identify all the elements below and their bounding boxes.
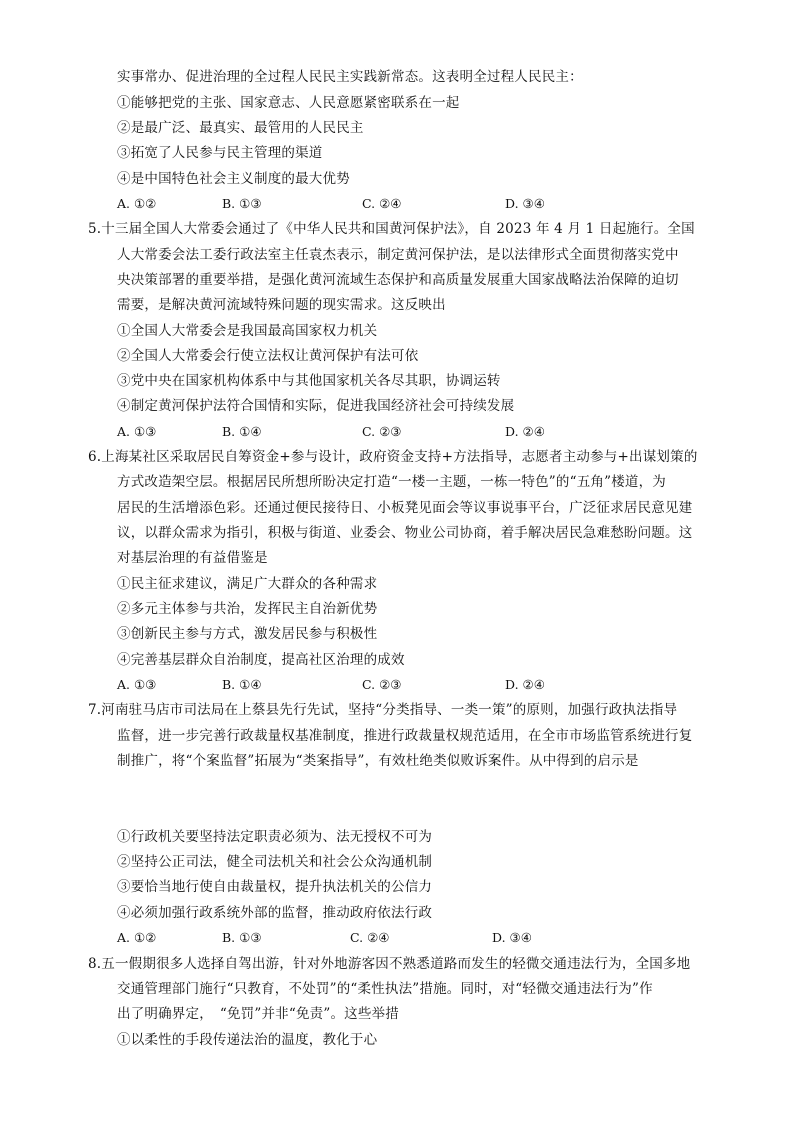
q6-item-4: ④完善基层群众自治制度，提高社区治理的成效 — [117, 652, 405, 668]
q4-item-1: ①能够把党的主张、国家意志、人民意愿紧密联系在一起 — [117, 95, 460, 111]
q6-option-a: A. ①③ — [117, 677, 157, 692]
q7-option-a: A. ①② — [117, 930, 157, 945]
q7-item-2: ②坚持公正司法，健全司法机关和社会公众沟通机制 — [117, 854, 433, 870]
q4-item-3: ③拓宽了人民参与民主管理的渠道 — [117, 145, 323, 161]
q5-stem-line-4: 需要，是解决黄河流域特殊问题的现实需求。这反映出 — [117, 297, 446, 313]
q5-item-3: ③党中央在国家机构体系中与其他国家机关各尽其职，协调运转 — [117, 373, 501, 389]
q6-item-2: ②多元主体参与共治，发挥民主自治新优势 — [117, 601, 378, 617]
q4-item-4: ④是中国特色社会主义制度的最大优势 — [117, 171, 350, 187]
q7-option-d: D. ③④ — [492, 930, 532, 945]
q8-stem-line-2: 交通管理部门施行“只教育，不处罚”的“柔性执法”措施。同时，对“轻微交通违法行为”作 — [117, 981, 653, 997]
q8-item-1: ①以柔性的手段传递法治的温度，教化于心 — [117, 1032, 378, 1048]
q7-item-4: ④必须加强行政系统外部的监督，推动政府依法行政 — [117, 905, 433, 921]
q7-option-b: B. ①③ — [222, 930, 262, 945]
q6-item-3: ③创新民主参与方式，激发居民参与积极性 — [117, 626, 378, 642]
q7-item-3: ③要恰当地行使自由裁量权，提升执法机关的公信力 — [117, 879, 433, 895]
q7-stem-line-1: 7.河南驻马店市司法局在上蔡县先行先试，坚持“分类指导、一类一策”的原则，加强行政执法指导 — [88, 702, 678, 718]
q4-item-2: ②是最广泛、最真实、最管用的人民民主 — [117, 120, 364, 136]
q6-stem-line-2: 方式改造架空层。根据居民所想所盼决定打造“一楼一主题，一栋一特色”的“五角”楼道，为 — [117, 474, 667, 490]
q5-option-d: D. ②④ — [505, 424, 545, 439]
q4-option-a: A. ①② — [117, 196, 157, 211]
q6-option-d: D. ②④ — [505, 677, 545, 692]
q8-stem-line-1: 8.五一假期很多人选择自驾出游，针对外地游客因不熟悉道路而发生的轻微交通违法行为，全国多地 — [88, 956, 691, 972]
q5-item-2: ②全国人大常委会行使立法权让黄河保护有法可依 — [117, 348, 419, 364]
q6-item-1: ①民主征求建议，满足广大群众的各种需求 — [117, 576, 378, 592]
q4-stem-tail: 实事常办、促进治理的全过程人民民主实践新常态。这表明全过程人民民主： — [117, 69, 583, 85]
q4-option-d: D. ③④ — [505, 196, 545, 211]
q6-stem-line-5: 对基层治理的有益借鉴是 — [117, 550, 268, 566]
q5-item-1: ①全国人大常委会是我国最高国家权力机关 — [117, 323, 378, 339]
q6-stem-line-1: 6.上海某社区采取居民自筹资金+参与设计，政府资金支持+方法指导，志愿者主动参与+出谋划策的 — [88, 449, 698, 465]
q5-stem-line-3: 央决策部署的重要举措，是强化黄河流域生态保护和高质量发展重大国家战略法治保障的迫切 — [117, 272, 679, 288]
q6-stem-line-4: 议，以群众需求为指引，积极与街道、业委会、物业公司协商，着手解决居民急难愁盼问题。这 — [117, 525, 693, 541]
q4-option-b: B. ①③ — [222, 196, 262, 211]
q5-stem-line-2: 人大常委会法工委行政法室主任袁杰表示，制定黄河保护法，是以法律形式全面贯彻落实党中 — [117, 247, 679, 263]
q7-stem-line-3: 制推广，将“个案监督”拓展为“类案指导”，有效杜绝类似败诉案件。从中得到的启示是 — [117, 753, 639, 769]
q5-item-4: ④制定黄河保护法符合国情和实际，促进我国经济社会可持续发展 — [117, 398, 515, 414]
q6-option-c: C. ②③ — [362, 677, 402, 692]
q5-option-a: A. ①③ — [117, 424, 157, 439]
q8-stem-line-3: 出了明确界定， “免罚”并非“免责”。这些举措 — [117, 1006, 399, 1022]
q5-option-c: C. ②③ — [362, 424, 402, 439]
q5-stem-line-1: 5.十三届全国人大常委会通过了《中华人民共和国黄河保护法》，自 2023 年 4 月 1 日起施行。全国 — [88, 221, 695, 237]
q5-option-b: B. ①④ — [222, 424, 262, 439]
q6-option-b: B. ①④ — [222, 677, 262, 692]
q6-stem-line-3: 居民的生活增添色彩。还通过便民接待日、小板凳见面会等议事说事平台，广泛征求居民意见建 — [117, 500, 693, 516]
q7-option-c: C. ②④ — [350, 930, 390, 945]
q7-item-1: ①行政机关要坚持法定职责必须为、法无授权不可为 — [117, 829, 433, 845]
q4-option-c: C. ②④ — [362, 196, 402, 211]
q7-stem-line-2: 监督，进一步完善行政裁量权基准制度，推进行政裁量权规范适用，在全市市场监管系统进行复 — [117, 728, 693, 744]
